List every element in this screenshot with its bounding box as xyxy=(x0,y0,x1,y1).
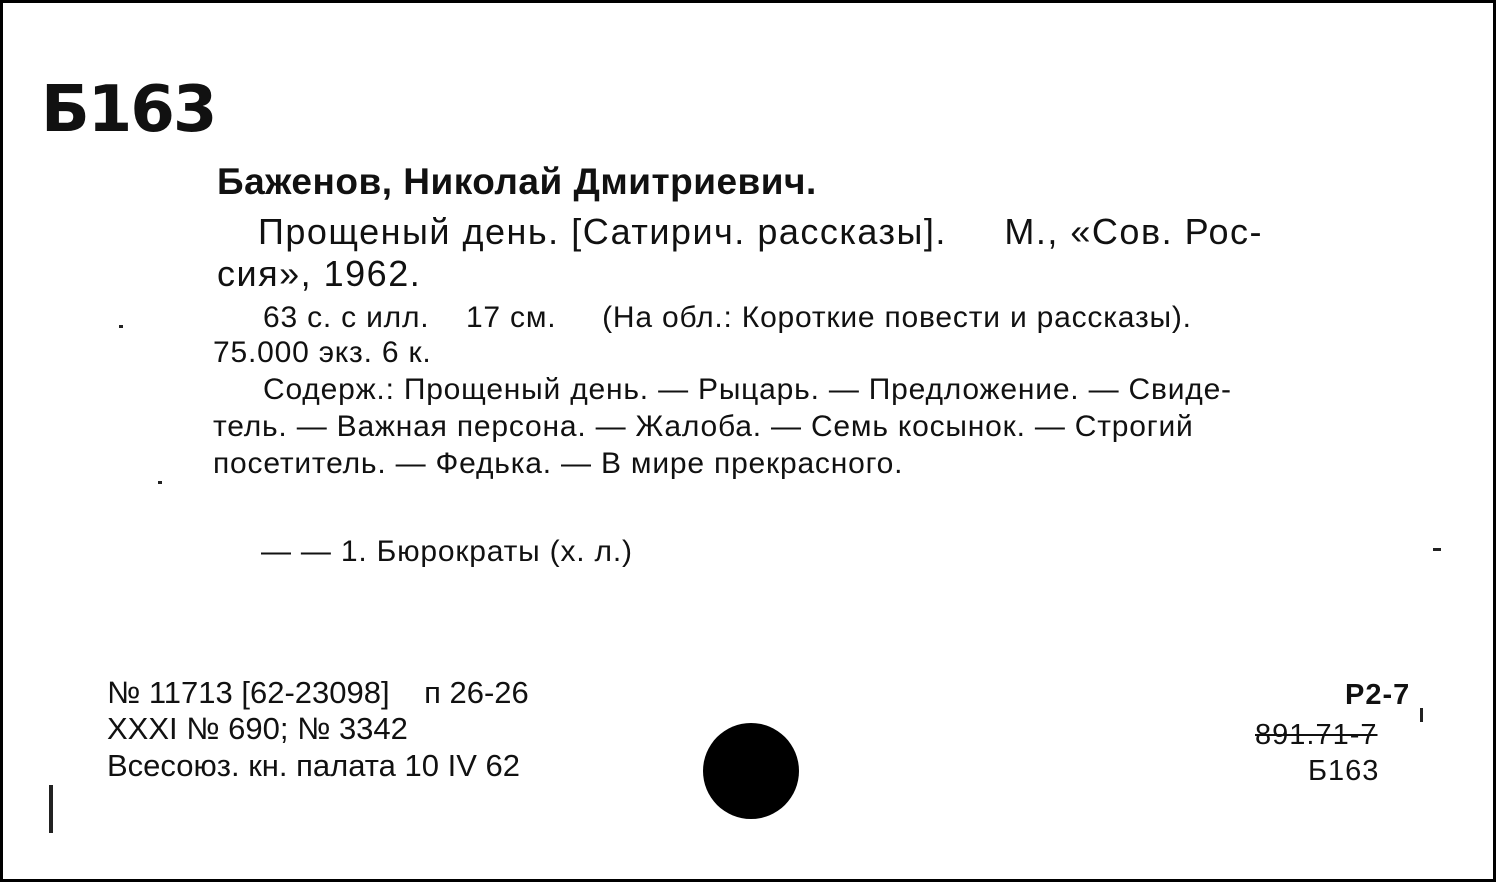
title-line-1: Прощеный день. [Сатирич. рассказы]. М., «Сов. Рос- xyxy=(258,211,1264,252)
speck xyxy=(1433,548,1441,551)
shelf-code: Б163 xyxy=(1308,755,1380,787)
contents-line-2: тель. — Важная персона. — Жалоба. — Семь косынок. — Строгий xyxy=(213,410,1194,443)
punched-hole xyxy=(703,723,799,819)
handwritten-call-number: Б163 xyxy=(41,73,216,147)
speck xyxy=(119,325,123,328)
title-line-2: сия», 1962. xyxy=(217,253,422,294)
physical-description-line-1: 63 с. с илл. 17 см. (На обл.: Короткие повести и рассказы). xyxy=(263,301,1192,334)
physical-description-line-2: 75.000 экз. 6 к. xyxy=(213,336,432,369)
classification-code: Р2-7 xyxy=(1345,679,1411,711)
record-chamber-line: Всесоюз. кн. палата 10 IV 62 xyxy=(107,748,520,783)
speck xyxy=(1420,708,1423,722)
margin-mark xyxy=(49,785,53,833)
contents-line-3: посетитель. — Федька. — В мире прекрасного. xyxy=(213,447,904,480)
crossed-out-classification: 891.71-7 xyxy=(1255,719,1378,751)
author-heading: Баженов, Николай Дмитриевич. xyxy=(217,161,817,202)
speck xyxy=(158,481,162,484)
record-number-line: № 11713 [62-23098] п 26-26 xyxy=(107,675,529,710)
contents-line-1: Содерж.: Прощеный день. — Рыцарь. — Предложение. — Свиде- xyxy=(263,373,1232,406)
record-registry-line: XXXI № 690; № 3342 xyxy=(107,711,408,746)
subject-heading: — — 1. Бюрократы (х. л.) xyxy=(261,535,633,568)
